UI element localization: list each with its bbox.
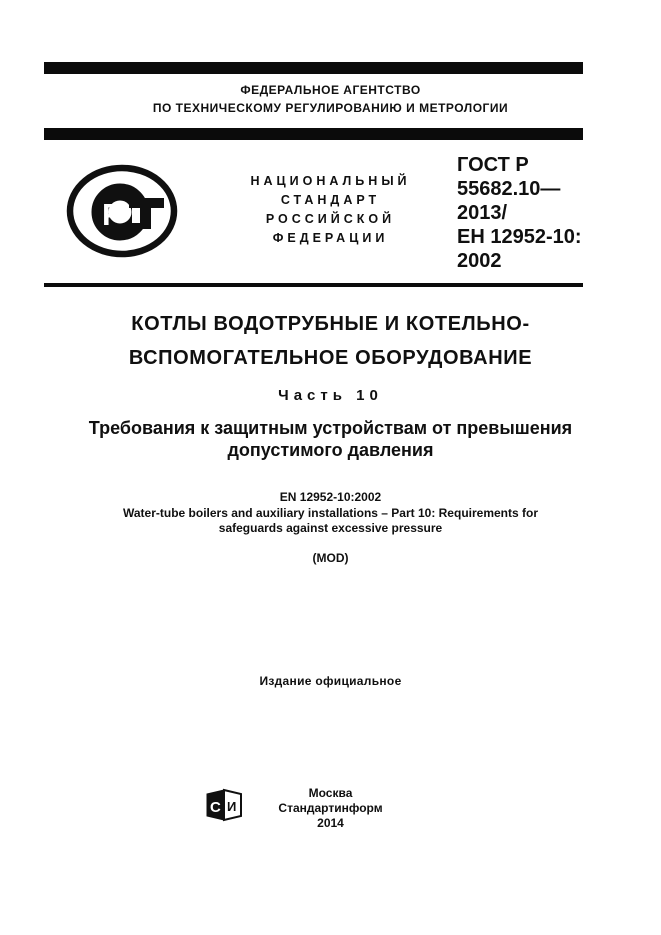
imprint bbox=[0, 786, 661, 831]
imprint-publisher: Стандартинформ bbox=[278, 801, 383, 815]
document-subtitle bbox=[0, 417, 661, 461]
subtitle-line: Требования к защитным устройствам от превышения bbox=[88, 418, 573, 438]
imprint-city: Москва bbox=[308, 786, 353, 800]
official-edition-note: Издание официальное bbox=[259, 674, 402, 688]
national-standard-line: СТАНДАРТ bbox=[280, 193, 381, 207]
en-title-line: safeguards against excessive pressure bbox=[218, 521, 443, 535]
subtitle-line: допустимого давления bbox=[227, 440, 434, 460]
designation-line: 55682.10— bbox=[457, 178, 561, 200]
designation-line: 2013/ bbox=[457, 202, 508, 224]
standard-designation bbox=[457, 153, 602, 273]
national-standard-line: ФЕДЕРАЦИИ bbox=[272, 231, 389, 245]
agency-header bbox=[0, 82, 661, 117]
part-label: Часть 10 bbox=[278, 387, 383, 404]
designation-line: ГОСТ Р bbox=[457, 154, 529, 176]
en-title-line: Water-tube boilers and auxiliary installations – Part 10: Requirements for bbox=[123, 505, 538, 520]
imprint-year: 2014 bbox=[317, 816, 344, 830]
si-letter-c: С bbox=[210, 799, 221, 816]
middle-divider-bar bbox=[44, 128, 583, 140]
rst-letter-p: Р bbox=[102, 197, 123, 232]
en-reference bbox=[0, 490, 661, 537]
en-designation: EN 12952-10:2002 bbox=[279, 490, 382, 504]
adoption-type-label: (MOD) bbox=[312, 551, 349, 565]
designation-line: ЕН 12952-10: bbox=[457, 226, 582, 248]
agency-line: ФЕДЕРАЛЬНОЕ АГЕНТСТВО bbox=[240, 83, 421, 97]
designation-divider-rule bbox=[44, 283, 583, 287]
national-standard-line: НАЦИОНАЛЬНЫЙ bbox=[250, 174, 411, 188]
top-divider-bar bbox=[44, 62, 583, 74]
document-title-line1: КОТЛЫ ВОДОТРУБНЫЕ И КОТЕЛЬНО- bbox=[131, 313, 530, 335]
designation-line: 2002 bbox=[457, 250, 502, 272]
si-letter-i: И bbox=[227, 799, 237, 814]
document-title-line2: ВСПОМОГАТЕЛЬНОЕ ОБОРУДОВАНИЕ bbox=[128, 347, 533, 369]
national-standard-line: РОССИЙСКОЙ bbox=[265, 212, 396, 226]
agency-line: ПО ТЕХНИЧЕСКОМУ РЕГУЛИРОВАНИЮ И МЕТРОЛОГИИ bbox=[152, 100, 509, 115]
